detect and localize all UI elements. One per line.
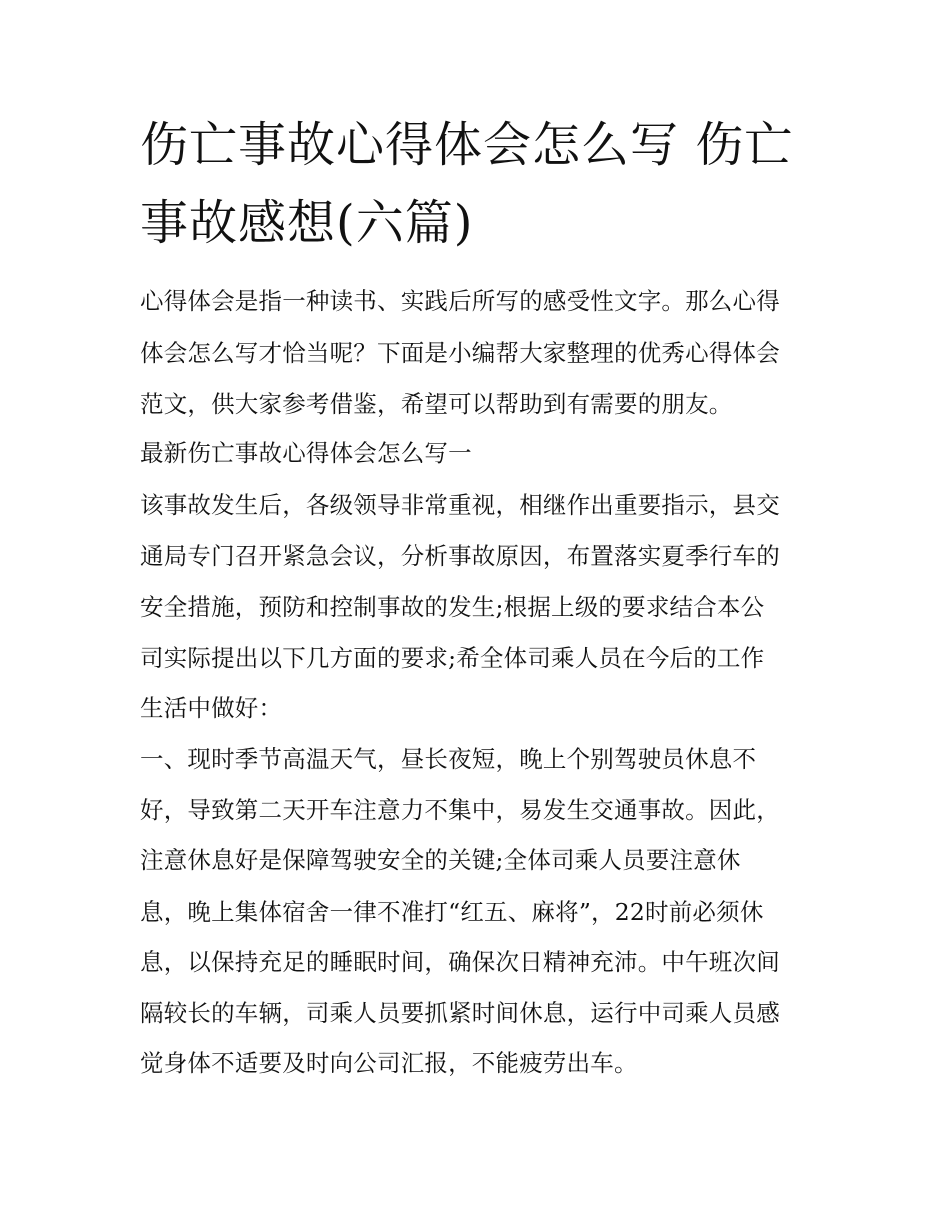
intro-text-line: 心得体会是指一种读书、实践后所写的感受性文字。那么心得 <box>140 287 780 315</box>
body-text-line: 好，导致第二天开车注意力不集中，易发生交通事故。因此， <box>140 796 780 824</box>
document-title-line-1: 伤亡事故心得体会怎么写 伤亡 <box>140 117 794 173</box>
body-text-line: 生活中做好： <box>140 694 283 722</box>
intro-text-line: 体会怎么写才恰当呢？下面是小编帮大家整理的优秀心得体会 <box>140 339 780 367</box>
body-text-line: 一、现时季节高温天气，昼长夜短，晚上个别驾驶员休息不 <box>140 745 757 773</box>
intro-text-line: 范文，供大家参考借鉴，希望可以帮助到有需要的朋友。 <box>140 390 733 418</box>
body-text-line: 隔较长的车辆，司乘人员要抓紧时间休息，运行中司乘人员感 <box>140 999 780 1027</box>
body-text-line: 息，晚上集体宿舍一律不准打“红五、麻将”，22时前必须休 <box>140 898 764 926</box>
body-text-line: 注意休息好是保障驾驶安全的关键;全体司乘人员要注意休 <box>140 846 741 874</box>
body-text-line: 安全措施，预防和控制事故的发生;根据上级的要求结合本公 <box>140 593 765 621</box>
body-text-line: 觉身体不适要及时向公司汇报，不能疲劳出车。 <box>140 1049 638 1077</box>
body-text-line: 息，以保持充足的睡眠时间，确保次日精神充沛。中午班次间 <box>140 948 780 976</box>
section-heading: 最新伤亡事故心得体会怎么写一 <box>140 439 472 467</box>
document-title-line-2: 事故感想(六篇) <box>140 195 474 251</box>
body-text-line: 该事故发生后，各级领导非常重视，相继作出重要指示，县交 <box>140 491 780 519</box>
body-text-line: 司实际提出以下几方面的要求;希全体司乘人员在今后的工作 <box>140 644 765 672</box>
body-text-line: 通局专门召开紧急会议，分析事故原因，布置落实夏季行车的 <box>140 542 780 570</box>
